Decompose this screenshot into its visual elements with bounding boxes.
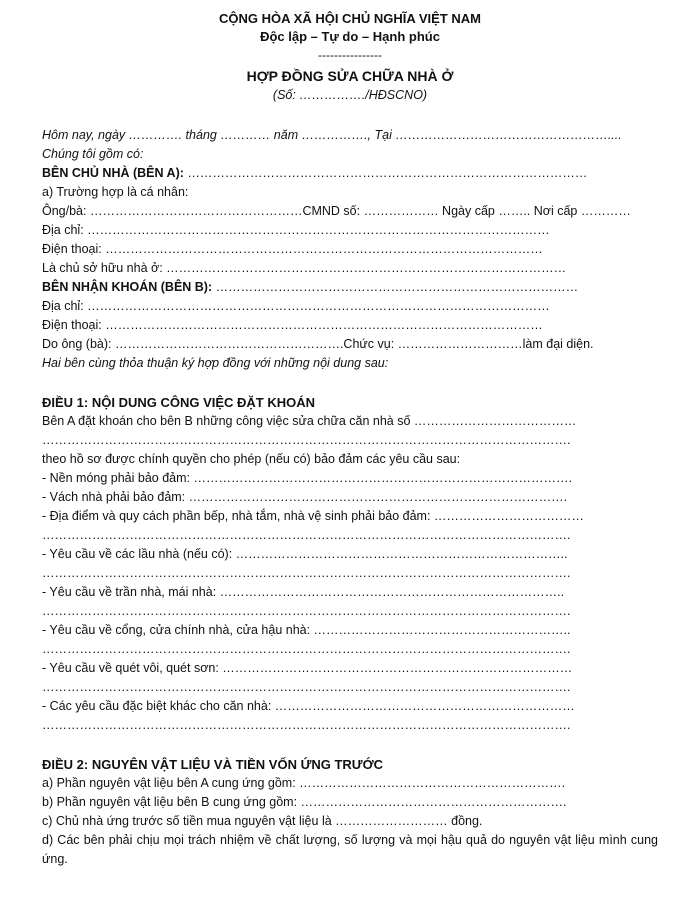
article-1-special-line: - Các yêu cầu đặc biệt khác cho căn nhà: ……………………………………………………………… (42, 699, 575, 713)
contract-title: HỢP ĐỒNG SỬA CHỮA NHÀ Ở (246, 68, 454, 84)
party-a-address-line: Địa chỉ: ………………………………………………………………………………………………… (42, 223, 550, 237)
agreement-line: Hai bên cùng thỏa thuận ký hợp đồng với những nội dung sau: (42, 356, 389, 370)
article-1-dots-line: ………………………………………………………………………………………………………………. (42, 680, 571, 694)
article-1-dots-line: ………………………………………………………………………………………………………………. (42, 642, 571, 656)
article-2-heading: ĐIỀU 2: NGUYÊN VẬT LIỆU VÀ TIỀN VỐN ỨNG TRƯỚC (42, 757, 384, 772)
article-2-item-d: d) Các bên phải chịu mọi trách nhiệm về chất lượng, số lượng và mọi hậu quả do nguyên vật liệu mình cung ứng. (42, 833, 658, 866)
article-1-heading: ĐIỀU 1: NỘI DUNG CÔNG VIỆC ĐẶT KHOÁN (42, 395, 316, 410)
party-a-label-dots: …………………………………………………………………………………… (183, 166, 588, 180)
article-1-dots-line: ………………………………………………………………………………………………………………. (42, 433, 571, 447)
party-b-label: BÊN NHẬN KHOÁN (BÊN B): (42, 280, 213, 294)
party-a-label: BÊN CHỦ NHÀ (BÊN A): (42, 166, 184, 180)
party-a-heading-line (42, 164, 658, 183)
article-2-item-c: c) Chủ nhà ứng trước số tiền mua nguyên vật liệu là ……………………… đồng. (42, 814, 483, 828)
party-b-address-line: Địa chỉ: ………………………………………………………………………………………………… (42, 299, 550, 313)
contract-number: (Số: ……………./HĐSCNO) (272, 88, 428, 102)
article-1-dots-line: ………………………………………………………………………………………………………………. (42, 528, 571, 542)
party-b-represent-line: Do ông (bà): ……………………………………………….Chức vụ: …………………………làm đại diện. (42, 337, 594, 351)
article-2-item-b: b) Phần nguyên vật liệu bên B cung ứng gồm: ………………………………………………………. (42, 795, 567, 809)
article-1-gates-line: - Yêu cầu về cổng, cửa chính nhà, cửa hậu nhà: …………………………………………………….. (42, 623, 571, 637)
header-separator: ---------------- (318, 48, 382, 62)
article-1-walls-line: - Vách nhà phải bảo đảm: ………………………………………………………………………………. (42, 490, 568, 504)
party-a-person-line: Ông/bà: ……………………………………………CMND số: ……………… Ngày cấp …….. Nơi cấp ………… (42, 204, 631, 218)
article-1-house-line: Bên A đặt khoán cho bên B những công việc sửa chữa căn nhà số ………………………………… (42, 414, 577, 428)
party-b-label-dots: …………………………………………………………………………… (212, 280, 579, 294)
article-1-paint-line: - Yêu cầu về quét vôi, quét sơn: ………………………………………………………………………… (42, 661, 573, 675)
article-1-dots-line: ………………………………………………………………………………………………………………. (42, 718, 571, 732)
national-motto: Độc lập – Tự do – Hạnh phúc (260, 29, 440, 44)
party-a-phone-line: Điện thoại: …………………………………………………………………………………………… (42, 242, 543, 256)
article-1-dots-line: ………………………………………………………………………………………………………………. (42, 566, 571, 580)
date-place-line: Hôm nay, ngày …………. tháng ………… năm ……………., Tại …………………………………………….... (42, 128, 622, 142)
article-2-item-a: a) Phần nguyên vật liệu bên A cung ứng gồm: ………………………………………………………. (42, 776, 566, 790)
article-1-ceiling-line: - Yêu cầu về trần nhà, mái nhà: ……………………………………………………………………….. (42, 585, 565, 599)
party-a-owner-line: Là chủ sở hữu nhà ở: …………………………………………………………………………………… (42, 261, 567, 275)
party-b-phone-line: Điện thoại: …………………………………………………………………………………………… (42, 318, 543, 332)
party-a-case-individual: a) Trường hợp là cá nhân: (42, 185, 189, 199)
article-1-dots-line: ………………………………………………………………………………………………………………. (42, 604, 571, 618)
party-b-heading-line (42, 278, 658, 297)
parties-intro: Chúng tôi gồm có: (42, 147, 144, 161)
article-1-foundation-line: - Nền móng phải bảo đảm: ………………………………………………………………………………. (42, 471, 572, 485)
article-1-floors-line: - Yêu cầu về các lầu nhà (nếu có): …………………………………………………………………….. (42, 547, 568, 561)
article-1-kitchen-line: - Địa điểm và quy cách phần bếp, nhà tắm, nhà vệ sinh phải bảo đảm: ……………………………… (42, 509, 584, 523)
article-1-permit-line: theo hồ sơ được chính quyền cho phép (nếu có) bảo đảm các yêu cầu sau: (42, 452, 461, 466)
national-title: CỘNG HÒA XÃ HỘI CHỦ NGHĨA VIỆT NAM (219, 11, 481, 26)
